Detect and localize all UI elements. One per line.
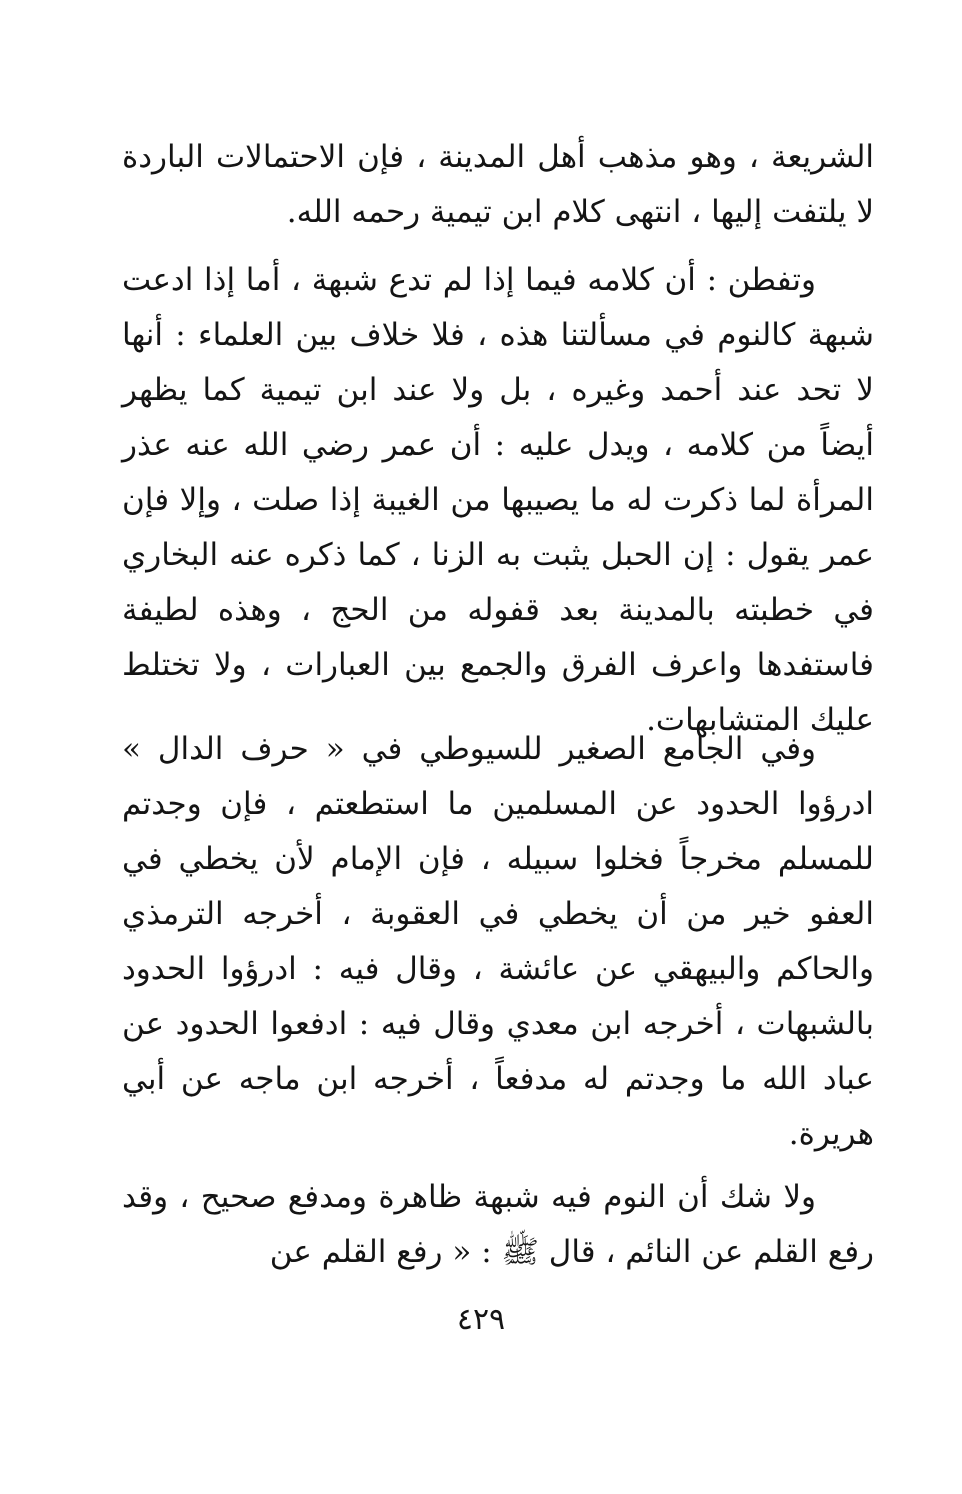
paragraph-1-text: الشريعة ، وهو مذهب أهل المدينة ، فإن الاحتمالات الباردة لا يلتفت إليها ، انتهى كلام ابن تيمية رحمه الله. <box>122 139 874 230</box>
paragraph-1 <box>122 130 874 240</box>
paragraph-3-text: وفي الجامع الصغير للسيوطي في « حرف الدال » ادرؤوا الحدود عن المسلمين ما استطعتم ، فإن وجدتم للمسلم مخرجاً فخلوا سبيله ، فإن الإمام لأن يخطي في العفو خير من أن يخطي في العقوبة ، أخرجه الترمذي والحاكم والبيهقي عن عائشة ، وقال فيه : ادرؤوا الحدود بالشبهات ، أخرجه ابن معدي وقال فيه : ادفعوا الحدود عن عباد الله ما وجدتم له مدفعاً ، أخرجه ابن ماجه عن أبي هريرة. <box>122 731 874 1152</box>
page-number: ٤٢٩ <box>456 1302 506 1337</box>
paragraph-2-text: وتفطن : أن كلامه فيما إذا لم تدع شبهة ، أما إذا ادعت شبهة كالنوم في مسألتنا هذه ، فلا خلاف بين العلماء : أنها لا تحد عند أحمد وغيره ، بل ولا عند ابن تيمية كما يظهر أيضاً من كلامه ، ويدل عليه : أن عمر رضي الله عنه عذر المرأة لما ذكرت له ما يصيبها من الغيبة إذا صلت ، وإلا فإن عمر يقول : إن الحبل يثبت به الزنا ، كما ذكره عنه البخاري في خطبته بالمدينة بعد قفوله من الحج ، وهذه لطيفة فاستفدها واعرف الفرق والجمع بين العبارات ، ولا تختلط عليك المتشابهات. <box>122 262 874 738</box>
paragraph-3 <box>122 722 874 1162</box>
paragraph-4 <box>122 1170 874 1280</box>
paragraph-2 <box>122 253 874 748</box>
paragraph-4-text: ولا شك أن النوم فيه شبهة ظاهرة ومدفع صحيح ، وقد رفع القلم عن النائم ، قال ﷺ : « رفع القلم عن <box>122 1179 874 1270</box>
